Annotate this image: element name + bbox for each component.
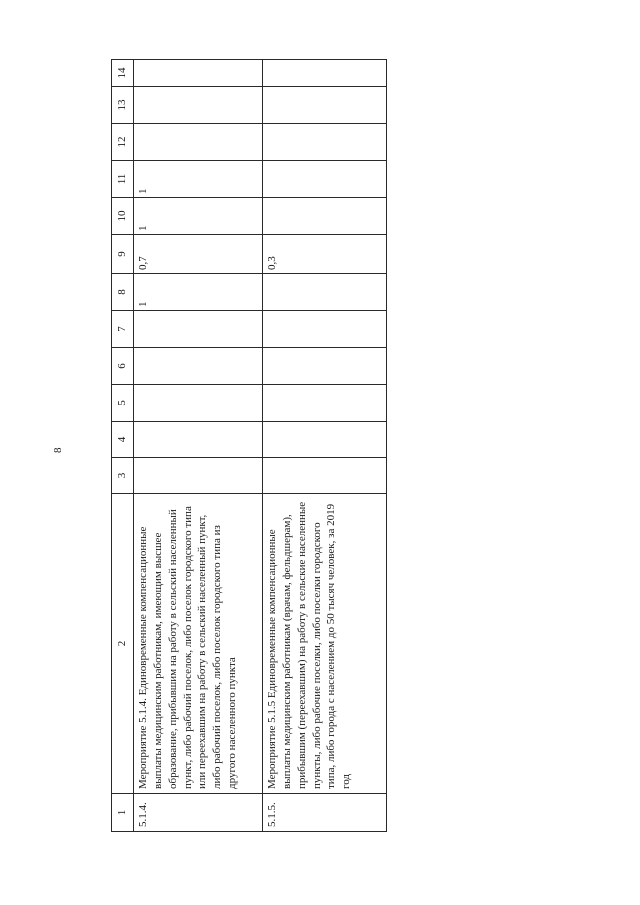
row-number: 5.1.4. (134, 794, 263, 832)
column-header: 10 (112, 198, 134, 235)
column-header: 1 (112, 794, 134, 832)
table-row (263, 60, 387, 832)
column-header: 14 (112, 60, 134, 87)
table-row (134, 60, 263, 832)
column-header: 3 (112, 458, 134, 494)
cell-col-7 (134, 311, 263, 348)
cell-col-3 (134, 458, 263, 494)
cell-col-11: 1 (134, 161, 263, 198)
column-header: 6 (112, 348, 134, 385)
cell-col-8: 1 (134, 274, 263, 311)
cell-col-11 (263, 161, 387, 198)
cell-col-14 (263, 60, 387, 87)
rotated-table-wrapper (111, 64, 386, 832)
cell-col-9: 0,3 (263, 235, 387, 274)
column-header: 11 (112, 161, 134, 198)
column-header: 9 (112, 235, 134, 274)
cell-col-3 (263, 458, 387, 494)
cell-col-5 (263, 385, 387, 422)
row-number: 5.1.5. (263, 794, 387, 832)
column-header: 2 (112, 494, 134, 794)
measure-description: Мероприятие 5.1.4. Единовременные компенсационные выплаты медицинским работникам, имеющим высшее образование, прибывшим на работу в сельский населенный пункт, либо рабочий поселок, либо поселок городского типа или переехавшим на работу в сельский населенный пункт, либо рабочий поселок, либо поселок городского типа из другого населенного пункта (134, 494, 263, 794)
cell-col-7 (263, 311, 387, 348)
page-number: 8 (52, 447, 64, 453)
cell-col-6 (263, 348, 387, 385)
header-row (112, 60, 134, 832)
column-header: 5 (112, 385, 134, 422)
cell-col-8 (263, 274, 387, 311)
cell-col-9: 0,7 (134, 235, 263, 274)
cell-col-12 (263, 124, 387, 161)
column-header: 12 (112, 124, 134, 161)
cell-col-4 (134, 422, 263, 458)
cell-col-12 (134, 124, 263, 161)
measures-table (111, 59, 387, 832)
cell-col-13 (134, 87, 263, 124)
cell-col-13 (263, 87, 387, 124)
cell-col-14 (134, 60, 263, 87)
column-header: 8 (112, 274, 134, 311)
measure-description: Мероприятие 5.1.5 Единовременные компенсационные выплаты медицинским работникам (врачам, фельдшерам), прибывшим (переехавшим) на работу в сельские населенные пункты, либо рабочие поселки, либо поселки городского типа, либо города с населением до 50 тысяч человек, за 2019 год (263, 494, 387, 794)
cell-col-4 (263, 422, 387, 458)
column-header: 7 (112, 311, 134, 348)
cell-col-10: 1 (134, 198, 263, 235)
column-header: 13 (112, 87, 134, 124)
cell-col-6 (134, 348, 263, 385)
column-header: 4 (112, 422, 134, 458)
cell-col-5 (134, 385, 263, 422)
cell-col-10 (263, 198, 387, 235)
